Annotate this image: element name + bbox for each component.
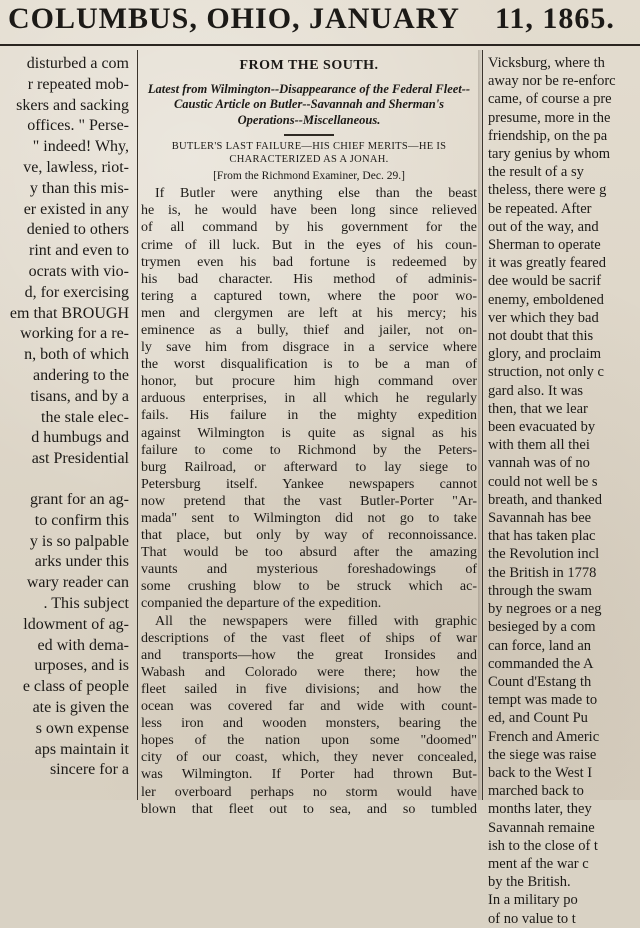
text-line: theless, there were g [488, 182, 607, 199]
text-line: city of our coast, which, they never concealed, [141, 750, 477, 766]
page-fold-shadow [478, 50, 484, 800]
text-line: ocrats with vio- [28, 262, 129, 280]
text-line: offices. " Perse- [27, 117, 129, 135]
text-line: vaunts and mysterious foreshadowings of [141, 562, 477, 578]
text-line: d, for exercising [24, 283, 129, 301]
short-divider [284, 134, 334, 136]
text-line: by negroes or a neg [488, 601, 602, 618]
text-line: commanded the A [488, 655, 594, 672]
text-line: the British in 1778 [488, 564, 597, 581]
text-line: In a military po [488, 892, 578, 909]
text-line: n, both of which [24, 346, 129, 364]
text-line: fails. His failure in the mighty expedition [141, 408, 477, 424]
text-line: not doubt that this [488, 328, 594, 345]
text-line: struction, not only c [488, 364, 604, 381]
text-line: besieged by a com [488, 619, 596, 636]
text-line: em that BROUGH [9, 304, 129, 322]
text-line: descriptions of the vast fleet of ships of war [141, 630, 477, 646]
text-line: ast Presidential [31, 450, 129, 468]
text-line: tary genius by whom [488, 146, 611, 163]
text-line: breath, and thanked [488, 491, 602, 508]
text-line: to confirm this [34, 511, 129, 529]
text-line: ed, and Count Pu [488, 710, 588, 727]
text-line: glory, and proclaim [488, 346, 602, 363]
text-line: Savannah has bee [488, 510, 592, 527]
text-line: and transports—how the great Ironsides and [141, 647, 477, 663]
left-column [0, 54, 133, 800]
text-line: If Butler were anything else than the beast [155, 186, 477, 202]
text-line: he is, he would have been long since relieved [141, 203, 477, 219]
text-line: gard also. It was [488, 382, 584, 399]
text-line: sincere for a [49, 761, 129, 779]
text-line: that place, but only by way of reconnoissance. [141, 528, 477, 544]
text-line: the Revolution incl [488, 546, 600, 563]
text-line: less iron and wooden monsters, bearing the [141, 716, 477, 732]
text-line: presume, more in the [488, 109, 611, 126]
text-line: y is so palpable [29, 532, 129, 550]
text-line: friendship, on the pa [488, 127, 608, 144]
text-line: months later, they [488, 801, 592, 818]
text-line: er existed in any [23, 200, 129, 218]
text-line: . This subject [43, 594, 129, 612]
text-line: burg Railroad, or afterward to lay siege to [141, 459, 477, 475]
text-line: ish to the close of t [488, 837, 598, 854]
text-line: d humbugs and [31, 429, 129, 447]
text-line: ve, lawless, riot- [23, 158, 129, 176]
text-line: Count d'Estang th [488, 673, 592, 690]
text-line: tering a captured town, where the poor wo- [141, 288, 477, 304]
text-line: blown that fleet out to sea, and so tumbled [141, 801, 477, 817]
text-line: came, of course a pre [488, 91, 612, 108]
text-line: of all command by his government for the [141, 220, 477, 236]
column-rule-right [482, 50, 483, 800]
text-line: r repeated mob- [27, 75, 129, 93]
text-line: y than this mis- [29, 179, 129, 197]
text-line: through the swam [488, 582, 592, 599]
text-line: skers and sacking [16, 96, 129, 114]
text-line: against Wilmington is quite as signal as his [141, 425, 477, 441]
text-line: " indeed! Why, [32, 138, 129, 156]
text-line: All the newspapers were filled with graphic [155, 613, 477, 629]
text-line: was Wilmington. If Porter had thrown But- [141, 767, 477, 783]
paragraph-2 [141, 613, 477, 818]
text-line: grant for an ag- [29, 490, 129, 508]
text-line: arks under this [34, 553, 129, 571]
text-line: of no value to t [488, 910, 576, 927]
text-line: Savannah remaine [488, 819, 595, 836]
text-line: French and Americ [488, 728, 600, 745]
text-line: ment af the war c [488, 855, 589, 872]
text-line: can force, land an [488, 637, 592, 654]
text-line: men and clergymen are left at his mercy; his [141, 305, 477, 321]
text-line: working for a re- [20, 325, 129, 343]
text-line: be repeated. After [488, 200, 592, 217]
text-line: then, that we lear [488, 400, 588, 417]
text-line: some crushing blow to be struck which ac- [141, 579, 477, 595]
text-line: with them all thei [488, 437, 590, 454]
text-line: ver which they bad [488, 309, 599, 326]
section-heading: BUTLER'S LAST FAILURE—HIS CHIEF MERITS—HE IS CHARACTERIZED AS A JONAH. [171, 141, 447, 166]
text-line: ly save him from disgrace in a service where [141, 340, 477, 356]
text-line: trymen even his bad fortune is redeemed by [141, 254, 477, 270]
right-column [485, 54, 640, 927]
text-line: the worst disqualification is to be a man of [141, 357, 477, 373]
text-line: out of the way, and [488, 218, 599, 235]
text-line: rint and even to [29, 242, 129, 260]
text-line: it was greatly feared [488, 255, 606, 272]
text-line: Vicksburg, where th [488, 55, 605, 71]
text-line: hopes of the nation upon some "doomed" [141, 733, 477, 749]
text-line: vannah was of no [488, 455, 590, 472]
text-line: urposes, and is [34, 657, 129, 675]
text-line: s own expense [35, 719, 129, 737]
text-line: been evacuated by [488, 419, 596, 436]
text-line: Petersburg itself. Yankee newspapers cannot [141, 476, 477, 492]
text-line: failure to come to Richmond by the Peters- [141, 442, 477, 458]
text-line: back to the West I [488, 764, 593, 781]
text-line: eminence as a bully, thief and jailer, not on- [141, 322, 477, 338]
text-line: marched back to [488, 783, 584, 800]
text-line: away nor be re-enforc [488, 73, 616, 90]
text-line: mada" sent to Wilmington did not go to take [141, 511, 477, 526]
article-headline: FROM THE SOUTH. [239, 58, 379, 73]
text-line: fleet sailed in five divisions; and how the [141, 681, 477, 697]
text-line: companied the departure of the expedition. [141, 596, 382, 612]
paragraph-1 [141, 185, 477, 612]
text-line: tempt was made to [488, 692, 598, 709]
text-line: ocean was covered far and wide with count- [141, 699, 477, 715]
text-line: ed with dema- [37, 636, 129, 654]
text-line: That would be too absurd after the amazing [141, 545, 477, 561]
text-line: now pretend that the vast Butler-Porter "Ar- [141, 493, 477, 509]
text-line: arduous enterprises, in all which he regularly [141, 391, 477, 407]
text-line: dee would be sacrif [488, 273, 602, 290]
source-attribution: [From the Richmond Examiner, Dec. 29.] [213, 170, 405, 183]
text-line: andering to the [33, 366, 129, 384]
text-line: disturbed a com [26, 55, 129, 72]
column-rule-left [137, 50, 138, 800]
text-line: his bad character. His method of adminis- [141, 271, 477, 287]
text-line: aps maintain it [34, 740, 129, 758]
text-line: Wabash and Colorado were there; how the [141, 664, 477, 680]
text-line: tisans, and by a [30, 387, 129, 405]
text-line: e class of people [22, 678, 129, 696]
masthead-date: 11, 1865. [495, 2, 615, 35]
middle-column [141, 54, 477, 817]
masthead [0, 0, 640, 46]
text-line: wary reader can [26, 574, 129, 592]
masthead-title: COLUMBUS, OHIO, JANUARY [8, 2, 460, 35]
text-line: ldowment of ag- [23, 615, 129, 633]
text-line: denied to others [26, 221, 129, 239]
text-line: that has taken plac [488, 528, 596, 545]
text-line: the result of a sy [488, 164, 584, 181]
text-line: could not well be s [488, 473, 598, 490]
text-line: the stale elec- [41, 408, 129, 426]
text-line: the siege was raise [488, 746, 597, 763]
text-line: enemy, emboldened [488, 291, 604, 308]
text-line: crime of ill luck. But in the eyes of his coun- [141, 237, 477, 253]
text-line [0, 470, 133, 490]
text-line: by the British. [488, 874, 571, 891]
text-line: ate is given the [32, 698, 129, 716]
text-line: honor, but procure him high command over [141, 374, 477, 390]
text-line: ler overboard perhaps no storm would have [141, 784, 477, 800]
text-line: Sherman to operate [488, 237, 601, 254]
article-subhead: Latest from Wilmington--Disappearance of the Federal Fleet--Caustic Article on Butler--Savannah and Sherman's Operations--Miscellaneous. [147, 82, 471, 127]
